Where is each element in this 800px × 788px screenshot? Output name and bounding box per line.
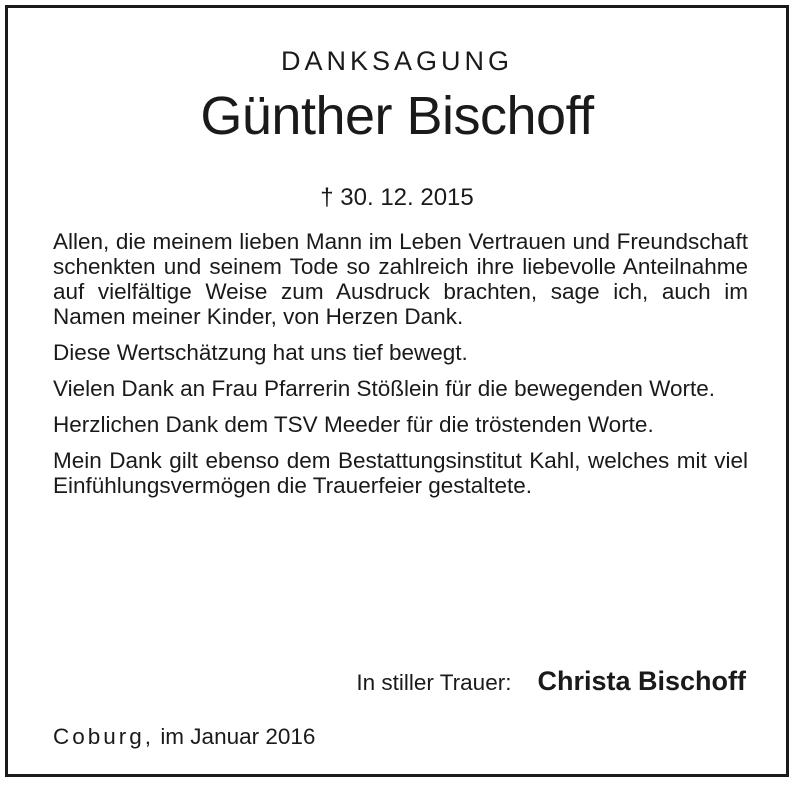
obituary-notice (5, 5, 789, 777)
paragraph-funeral-home: Mein Dank gilt ebenso dem Bestattungsinstitut Kahl, welches mit viel Einfühlungsvermögen die Trauerfeier gestaltete. (53, 448, 748, 498)
death-date: † 30. 12. 2015 (320, 184, 474, 211)
signature-label: In stiller Trauer: (356, 670, 512, 695)
place: Coburg, (53, 724, 155, 749)
signature-name: Christa Bischoff (537, 666, 746, 696)
deceased-name: Günther Bischoff (200, 86, 594, 146)
place-date (53, 724, 315, 750)
notice-header (8, 46, 786, 212)
signature-line (356, 666, 746, 697)
paragraph-thanks: Allen, die meinem lieben Mann im Leben Vertrauen und Freundschaft schenkten und seinem Tode so zahlreich ihre liebevolle Anteilnahme auf vielfältige Weise zum Ausdruck brachten, sage ich, auch im Namen meiner Kinder, von Herzen Dank. (53, 229, 748, 329)
paragraph-club: Herzlichen Dank dem TSV Meeder für die tröstenden Worte. (53, 412, 654, 437)
notice-body (53, 229, 748, 509)
paragraph-appreciation: Diese Wertschätzung hat uns tief bewegt. (53, 340, 468, 365)
date: im Januar 2016 (160, 724, 316, 749)
paragraph-pastor: Vielen Dank an Frau Pfarrerin Stößlein für die bewegenden Worte. (53, 376, 716, 401)
notice-heading: DANKSAGUNG (280, 46, 514, 76)
